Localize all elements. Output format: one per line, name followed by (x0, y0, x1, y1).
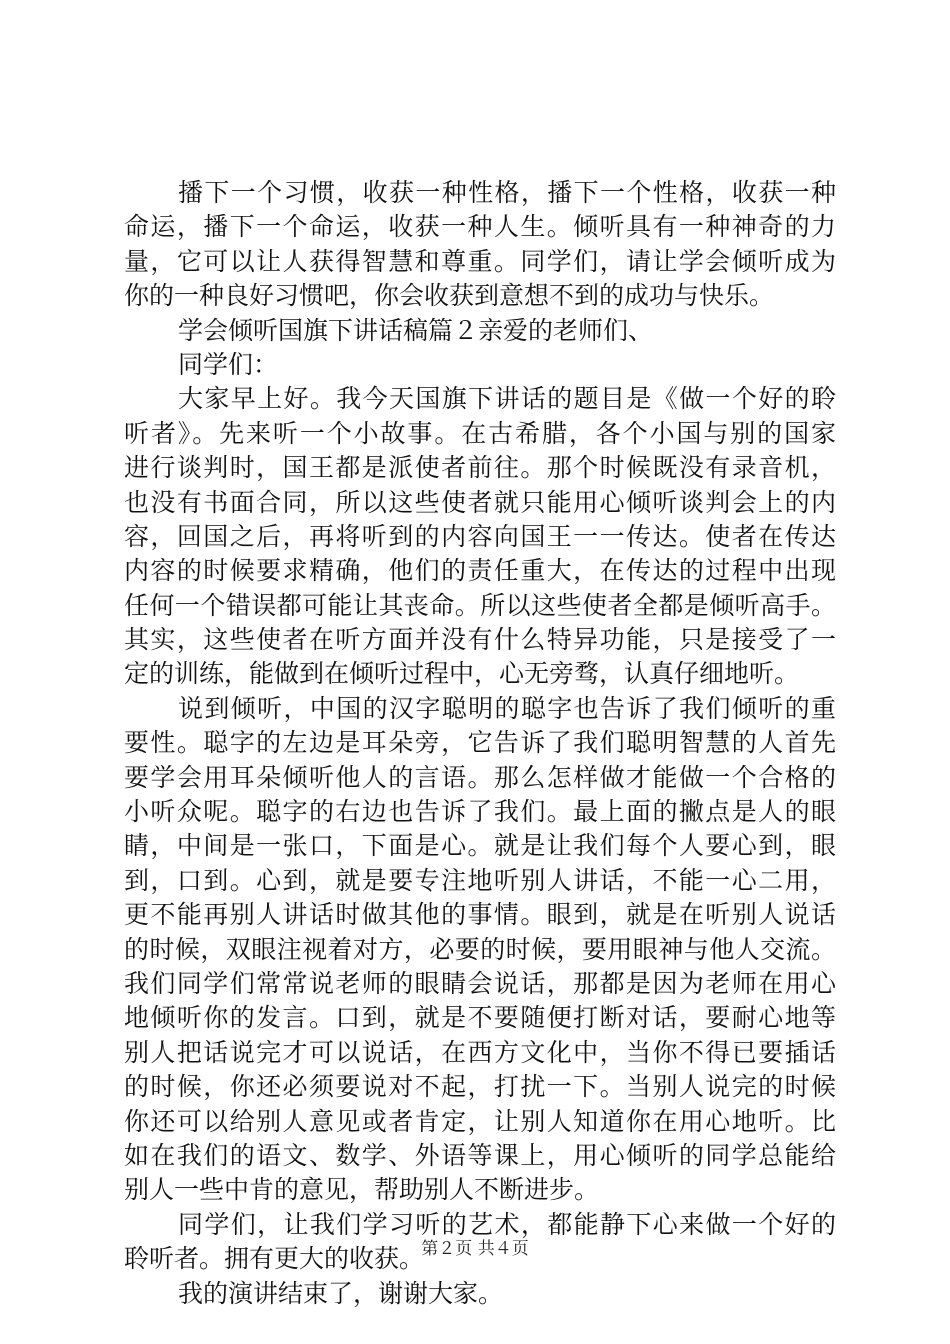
text-line: 学会倾听国旗下讲话稿篇２亲爱的老师们、 (178, 315, 654, 345)
text-line: 我的演讲结束了，谢谢大家。 (178, 1278, 504, 1308)
text-line: 也没有书面合同，所以这些使者就只能用心倾听谈判会上的内 (124, 487, 836, 517)
text-line: 地倾听你的发言。口到，就是不要随便打断对话，要耐心地等 (124, 1003, 836, 1033)
text-line: 我们同学们常常说老师的眼睛会说话，那都是因为老师在用心 (124, 968, 836, 998)
text-line: 小听众呢。聪字的右边也告诉了我们。最上面的撇点是人的眼 (124, 797, 836, 827)
text-line: 的时候，你还必须要说对不起，打扰一下。当别人说完的时候 (124, 1072, 836, 1102)
document-body (124, 176, 836, 1311)
text-line: 要性。聪字的左边是耳朵旁，它告诉了我们聪明智慧的人首先 (124, 728, 836, 758)
text-line: 内容的时候要求精确，他们的责任重大，在传达的过程中出现 (124, 556, 836, 586)
text-line: 听者》。先来听一个小故事。在古希腊，各个小国与别的国家 (124, 418, 836, 448)
text-line: 如在我们的语文、数学、外语等课上，用心倾听的同学总能给 (124, 1140, 836, 1170)
text-line: 的时候，双眼注视着对方，必要的时候，要用眼神与他人交流。 (124, 934, 836, 964)
text-line: 量，它可以让人获得智慧和尊重。同学们，请让学会倾听成为 (124, 246, 836, 276)
text-line: 你的一种良好习惯吧，你会收获到意想不到的成功与快乐。 (124, 281, 775, 311)
text-line: 别人把话说完才可以说话，在西方文化中，当你不得已要插话 (124, 1037, 836, 1067)
text-line: 别人一些中肯的意见，帮助别人不断进步。 (124, 1175, 600, 1205)
text-line: 到，口到。心到，就是要专注地听别人讲话，不能一心二用， (124, 865, 836, 895)
text-line: 聆听者。拥有更大的收获。 (124, 1244, 425, 1274)
text-line: 同学们： (178, 349, 279, 379)
text-line: 其实，这些使者在听方面并没有什么特异功能，只是接受了一 (124, 625, 836, 655)
text-line: 睛，中间是一张口，下面是心。就是让我们每个人要心到，眼 (124, 831, 836, 861)
page-number-footer: 第２页 共４页 (421, 1239, 529, 1259)
text-line: 容，回国之后，再将听到的内容向国王一一传达。使者在传达 (124, 521, 836, 551)
text-line: 你还可以给别人意见或者肯定，让别人知道你在用心地听。比 (124, 1106, 836, 1136)
text-line: 任何一个错误都可能让其丧命。所以这些使者全都是倾听高手。 (124, 590, 836, 620)
text-line: 更不能再别人讲话时做其他的事情。眼到，就是在听别人说话 (124, 900, 836, 930)
text-line: 同学们，让我们学习听的艺术，都能静下心来做一个好的 (178, 1209, 836, 1239)
text-line: 定的训练，能做到在倾听过程中，心无旁骛，认真仔细地听。 (124, 659, 800, 689)
text-line: 进行谈判时，国王都是派使者前往。那个时候既没有录音机， (124, 453, 836, 483)
text-line: 命运，播下一个命运，收获一种人生。倾听具有一种神奇的力 (124, 212, 836, 242)
text-line: 要学会用耳朵倾听他人的言语。那么怎样做才能做一个合格的 (124, 762, 836, 792)
text-line: 大家早上好。我今天国旗下讲话的题目是《做一个好的聆 (178, 384, 836, 414)
text-line: 播下一个习惯，收获一种性格，播下一个性格，收获一种 (178, 178, 836, 207)
text-line: 说到倾听，中国的汉字聪明的聪字也告诉了我们倾听的重 (178, 693, 836, 723)
